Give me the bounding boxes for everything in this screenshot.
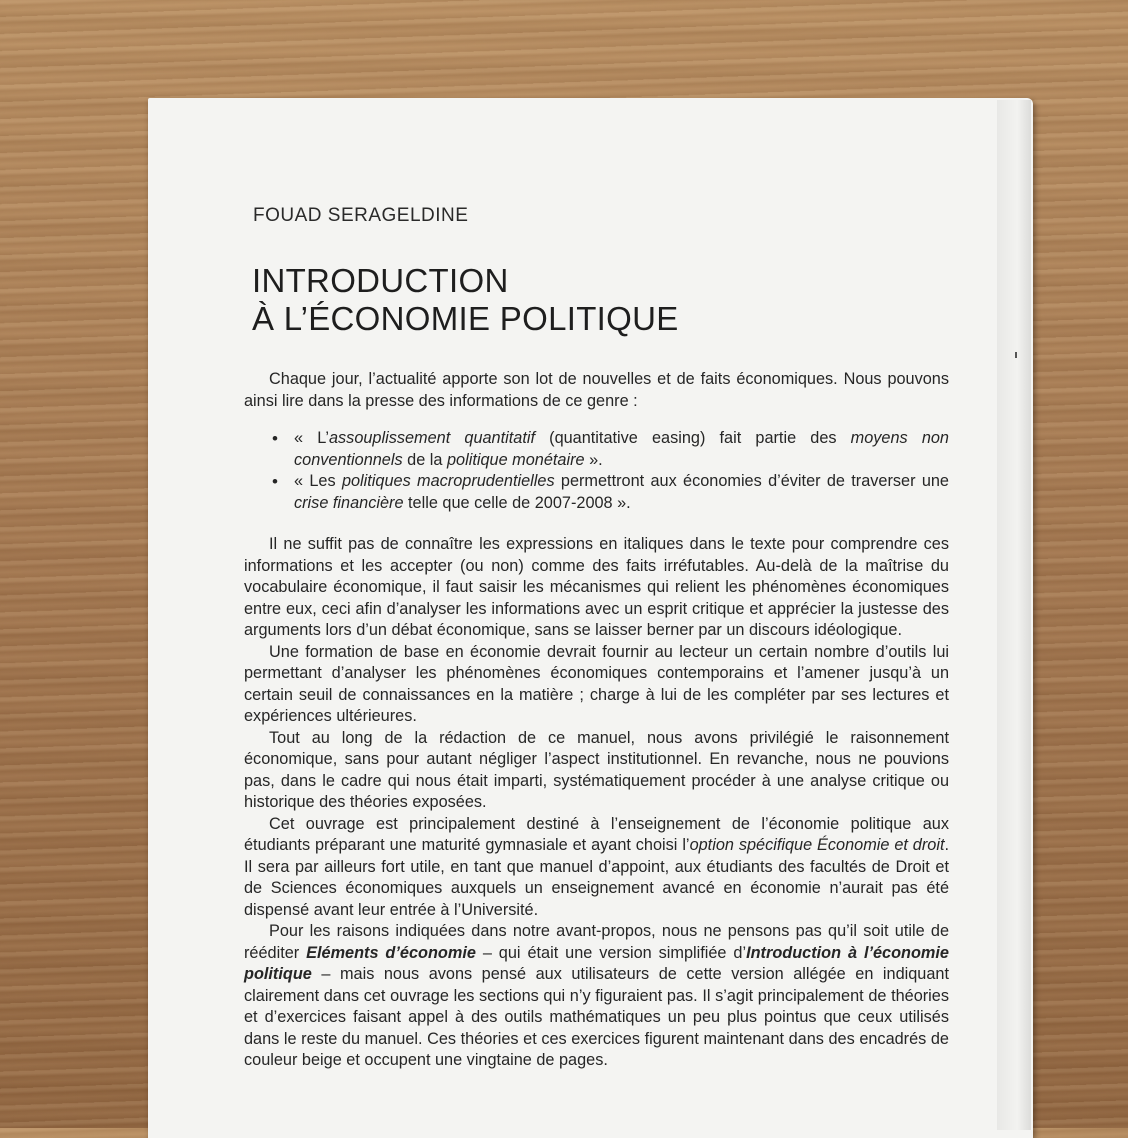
italic-term: moyens non conventionnels [294, 429, 949, 469]
title-line-2: À L’ÉCONOMIE POLITIQUE [252, 300, 679, 337]
paragraph [244, 814, 949, 922]
text-run: – qui était une version simplifiée d’ [475, 943, 747, 962]
text-run: permettront aux économies d’éviter de traverser une [554, 472, 949, 490]
list-item [294, 428, 949, 471]
paragraph: Il ne suffit pas de connaître les expressions en italiques dans le texte pour comprendre ces informations et les accepter (ou non) comme des faits irréfutables. Au-delà de la maîtrise du vocabulaire économique, il faut saisir les mécanismes qui relient les phénomènes économiques entre eux, ceci afin d’analyser les informations avec un esprit critique et apprécier la justesse des arguments lors d’un débat économique, sans se laisser berner par un discours idéologique. [244, 535, 949, 639]
text-run: (quantitative easing) fait partie des [535, 429, 851, 447]
text-run: « L’ [294, 429, 329, 447]
text-run: « Les [294, 472, 342, 490]
text-run: ». [584, 450, 603, 469]
text-run: – mais nous avons pensé aux utilisateurs de cette version allégée en indiquant clairement dans cet ouvrage les sections qui n’y figuraient pas. Il s’agit principalement de théories et d’exercices faisant appel à des outils mathématiques un peu plus pointus que ceux utilisés dans le reste du manuel. Ces théories et ces exercices figurent maintenant dans des encadrés de couleur beige et occupent une vingtaine de pages. [244, 965, 949, 1069]
text-run: Cet ouvrage est principalement destiné à l’enseignement de l’économie politique aux étudiants préparant une maturité gymnasiale et ayant choisi l’ [244, 814, 949, 854]
list-item [294, 471, 949, 514]
bold-italic-title: Eléments d’économie [306, 943, 476, 962]
text-run: telle que celle de 2007-2008 ». [403, 493, 631, 512]
text-run: . Il sera par ailleurs fort utile, en tant que manuel d’appoint, aux étudiants des facultés de Droit et de Sciences économiques auxquels un enseignement avancé en économie n’aurait pas été dispensé avant leur entrée à l’Université. [244, 836, 950, 919]
italic-term: politique monétaire [446, 450, 585, 469]
title-line-1: INTRODUCTION [252, 262, 509, 299]
bold-italic-title: Introduction à l’économie politique [244, 943, 949, 983]
paragraph: Tout au long de la rédaction de ce manuel, nous avons privilégié le raisonnement économique, sans pour autant négliger l’aspect institutionnel. En revanche, nous ne pouvions pas, dans le cadre qui nous était imparti, systématiquement procéder à une analyse critique ou historique des théories exposées. [244, 728, 949, 811]
example-list [244, 428, 949, 514]
italic-term: assouplissement quantitatif [328, 429, 535, 447]
italic-term: option spécifique Économie et droit [689, 836, 945, 854]
text-run: Pour les raisons indiquées dans notre avant-propos, nous ne pensons pas qu’il soit utile de rééditer [244, 922, 949, 962]
author-name: FOUAD SERAGELDINE [253, 205, 469, 226]
italic-term: politiques macroprudentielles [341, 472, 555, 490]
paragraph [244, 921, 949, 1072]
text-run: de la [402, 450, 447, 469]
book-title [252, 262, 679, 338]
intro-paragraph: Chaque jour, l’actualité apporte son lot de nouvelles et de faits économiques. Nous pouvons ainsi lire dans la presse des informations de ce genre : [244, 370, 949, 410]
blurb-body [244, 369, 949, 1072]
paragraph: Une formation de base en économie devrait fournir au lecteur un certain nombre d’outils lui permettant d’analyser les phénomènes économiques contemporains et l’amener jusqu’à un certain seuil de connaissances en la matière ; charge à lui de les compléter par ses lectures et expériences ultérieures. [244, 642, 949, 725]
italic-term: crise financière [294, 493, 404, 512]
